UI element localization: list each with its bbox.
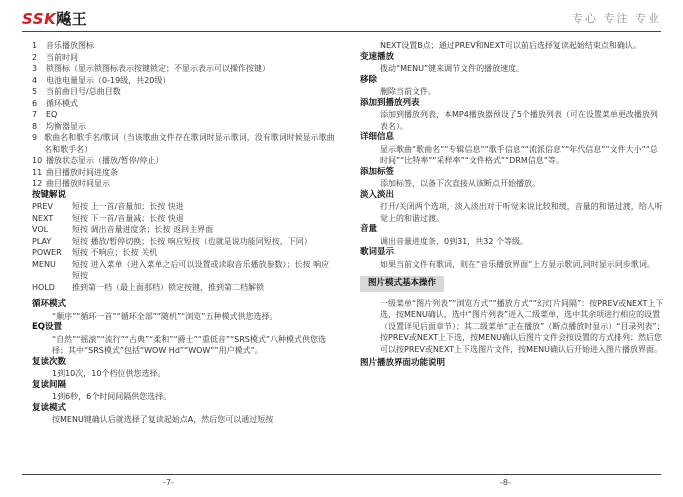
key-name: PREV [32,202,53,211]
key-description: 短按 播放/暂停切换；长按 响应短按（也就是说功能同短按，下同） [72,236,312,246]
legend-item-text: 锁图标（显示锁图标表示按键锁定；不显示表示可以操作按键） [46,64,270,73]
key-item [32,201,337,213]
picture-mode-heading: 图片模式基本操作 [360,276,444,292]
key-item [32,247,337,259]
info-text: 显示歌曲“歌曲名”“专辑信息”“歌手信息”“流派信息”“年代信息”“文件大小”“总时间”“比特率”“采样率”“文件格式”“DRM信息”等。 [380,144,658,165]
key-name: PLAY [32,236,52,246]
key-name: HOLD [32,282,55,292]
legend-item [32,109,337,121]
repeat-interval-heading: 复读间隔 [32,379,67,390]
fade-text: 打开/关闭两个选项，淡入淡出对于听觉来说比较和缓，音量的和谐过渡，给人听觉上的和谐过渡。 [380,202,663,223]
header-divider [22,31,661,32]
bookmark-text: 添加标签，以备下次直接从该断点开始播放。 [380,179,540,188]
legend-item-number: 6 [32,98,38,108]
legend-item-text: 歌曲名和歌手名/歌词（当该歌曲文件存在歌词时显示歌词，没有歌词时候显示歌曲名和歌手名） [44,133,335,154]
key-name: NEXT [32,213,54,223]
legend-item-text: 循环模式 [46,98,78,108]
key-item [32,259,337,282]
loop-heading: 循环模式 [32,299,67,309]
repeat-mode-heading: 复读模式 [32,402,67,413]
legend-item-text: 均衡器显示 [46,121,86,131]
tagline: 专心 专注 专业 [572,12,661,25]
loop-text: “顺序”“循环一首”“循环全部”“随机”“浏览”五种模式供您选择。 [52,311,278,321]
key-description: 短按 不响应；长按 关机 [72,248,158,257]
eq-text: “自然”“摇滚”“流行”“古典”“柔和”“爵士”“重低音”“SRS模式”八种模式供您选择；其中“SRS模式”包括“WOW Hd”“WOW”“用户模式”。 [52,334,327,355]
key-description: 短按 调出音量进度条；长按 返回主界面 [72,225,214,234]
legend-item-number: 3 [32,64,38,73]
lyrics-heading: 歌词显示 [360,247,395,257]
keys-heading: 按键解说 [32,189,67,200]
repeat-interval-text: 1到6秒，6个时间间隔供您选择。 [52,392,172,401]
legend-item [32,132,337,155]
page-number-right: -8- [500,478,511,487]
legend-item-number: 2 [32,52,38,62]
key-name: VOL [32,225,49,234]
remove-text: 删除当前文件。 [380,87,436,96]
key-item [32,236,337,248]
lyrics-text: 如果当前文件有歌词，则在“音乐播放界面”上方显示歌词,同时显示同步歌词。 [380,259,655,269]
key-description: 短按 上一首/音量加；长按 快进 [72,202,184,211]
legend-item [32,121,337,133]
bookmark-heading: 添加标签 [360,166,395,177]
repeat-mode-continued: NEXT设置B点；通过PREV和NEXT可以前后选择复读起始结束点和确认。 [380,41,641,50]
remove-heading: 移除 [360,74,378,85]
legend-item-text: 播放状态显示（播放/暂停/停止） [46,156,164,165]
legend-item [32,86,337,98]
legend-item-text: EQ [46,110,58,119]
key-list [32,201,337,293]
legend-item-number: 9 [32,133,38,142]
eq-heading: EQ设置 [32,322,63,332]
left-page [32,40,337,426]
legend-item-number: 12 [32,179,43,188]
legend-item-number: 10 [32,156,43,165]
key-item [32,224,337,236]
legend-item-text: 音乐播放图标 [46,41,94,50]
volume-text: 调出音量进度条，0到31，共32 个等级。 [380,236,528,246]
legend-item-text: 电池电量显示（0-19级，共20级） [46,75,171,85]
key-description: 推到第一档（最上面那档）锁定按键，推到第二档解锁 [72,282,264,292]
legend-item [32,75,337,87]
key-description: 短按 进入菜单（进入菜单之后可以设置或读取音乐播放参数）；长按 响应短按 [72,259,330,280]
info-heading: 详细信息 [360,132,395,142]
legend-item-number: 5 [32,87,38,96]
key-item [32,213,337,225]
legend-item [32,155,337,167]
volume-heading: 音量 [360,224,378,234]
key-name: MENU [32,259,56,269]
footer-divider [22,474,661,475]
add-playlist-heading: 添加到播放列表 [360,97,420,108]
repeat-count-text: 1到10次，10个档位供您选择。 [52,369,166,378]
fade-heading: 淡入淡出 [360,189,395,200]
legend-item-text: 当前时间 [46,52,78,62]
legend-item [32,40,337,52]
legend-item [32,178,337,190]
legend-item-number: 7 [32,110,38,119]
legend-item [32,98,337,110]
ui-legend-list [32,40,337,190]
right-page [360,40,665,370]
picture-mode-text: 一级菜单“图片列表”“浏览方式”“播放方式”“幻灯片间隔”：按PREV或NEXT上下选，按MENU确认，选中“图片列表”进入二级菜单，选中其余项进行相应的设置（设置详见后面章节）；其二级菜单“正在播放”（断点播放时显示）“目录列表”；按PREV或NEXT上下选，按MENU确认后图片文件会按设置的方式排列；然后您可以按PREV或NEXT上下选图片文件，按MENU确认后开始进入图片播放界面。 [380,298,665,354]
legend-item-number: 4 [32,75,38,85]
legend-item-text: 当前曲目号/总曲目数 [46,87,121,96]
add-playlist-text: 添加到播放列表，本MP4播放器预设了5个播放列表（可在设置菜单更改播放列表名）。 [380,110,658,131]
legend-item [32,52,337,64]
legend-item-text: 曲目播放时间进度条 [46,167,118,177]
repeat-mode-text: 按MENU键确认后就选择了复读起始点A，然后您可以通过短按 [52,415,274,424]
legend-item-number: 1 [32,41,38,50]
legend-item-text: 曲目播放时间显示 [46,179,110,188]
key-description: 短按 下一首/音量减；长按 快退 [72,213,184,223]
picture-ui-heading: 图片播放界面功能说明 [360,358,446,368]
legend-item [32,167,337,179]
legend-item-number: 11 [32,167,43,177]
repeat-count-heading: 复读次数 [32,356,67,367]
speed-heading: 变速播放 [360,51,395,62]
brand-logo: SSK飚王 [22,10,88,28]
legend-item-number: 8 [32,121,38,131]
speed-text: 拨动“MENU”键来调节文件的播放速度。 [380,64,525,73]
key-name: POWER [32,248,62,257]
legend-item [32,63,337,75]
page-number-left: -7- [163,478,174,487]
key-item [32,282,337,294]
